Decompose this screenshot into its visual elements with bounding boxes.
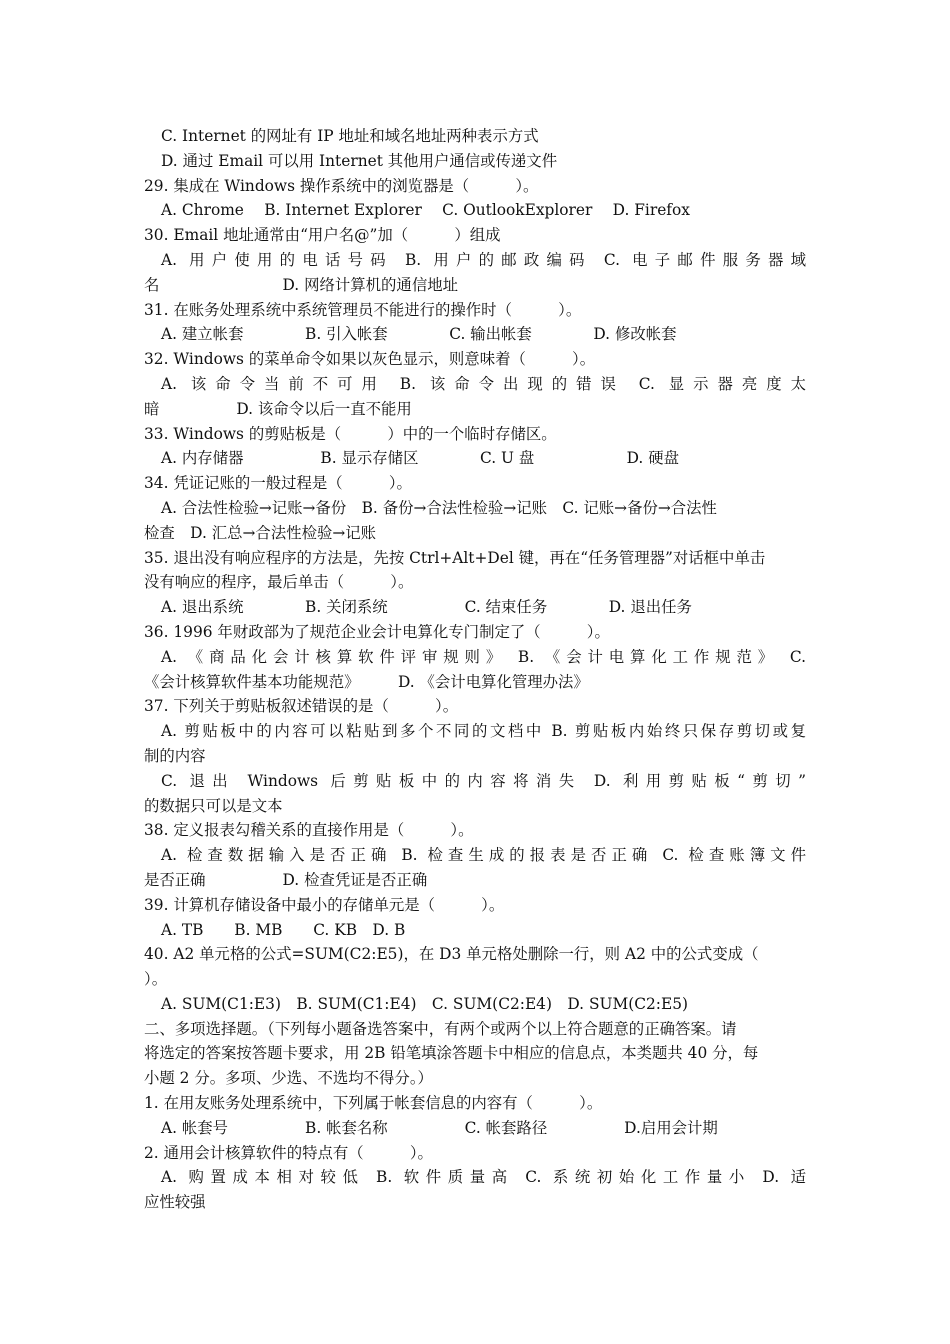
options-40: A. SUM(C1:E3) B. SUM(C1:E4) C. SUM(C2:E4) D. SUM(C2:E5)	[161, 994, 689, 1013]
question-37: 37. 下列关于剪贴板叙述错误的是（ ）。	[144, 697, 459, 716]
options-37: A. 剪贴板中的内容可以粘贴到多个不同的文档中 B. 剪贴板内始终只保存剪切或复	[161, 722, 806, 741]
question-29: 29. 集成在 Windows 操作系统中的浏览器是（ ）。	[144, 176, 539, 195]
options-30: A. 用户使用的电话号码 B. 用户的邮政编码 C. 电子邮件服务器域	[161, 250, 806, 269]
multi-options-1: A. 帐套号 B. 帐套名称 C. 帐套路径 D.启用会计期	[161, 1118, 718, 1137]
question-40: 40. A2 单元格的公式=SUM(C2:E5)，在 D3 单元格处删除一行，则 A2 中的公式变成（	[144, 945, 759, 964]
options-38-cont: 是否正确 D. 检查凭证是否正确	[144, 870, 428, 889]
question-30: 30. Email 地址通常由“用户名@”加（ ）组成	[144, 226, 501, 245]
document-body	[144, 124, 806, 1215]
question-35: 35. 退出没有响应程序的方法是，先按 Ctrl+Alt+Del 键，再在“任务管理器”对话框中单击	[144, 548, 766, 567]
options-38: A. 检查数据输入是否正确 B. 检查生成的报表是否正确 C. 检查账簿文件	[161, 846, 806, 865]
options-36: A. 《商品化会计核算软件评审规则》 B. 《会计电算化工作规范》 C.	[161, 647, 806, 666]
options-33: A. 内存储器 B. 显示存储区 C. U 盘 D. 硬盘	[161, 449, 679, 468]
question-40-cont: ）。	[144, 970, 168, 989]
options-32-cont: 暗 D. 该命令以后一直不能用	[144, 399, 412, 418]
question-31: 31. 在账务处理系统中系统管理员不能进行的操作时（ ）。	[144, 300, 582, 319]
text-line: C. Internet 的网址有 IP 地址和域名地址两种表示方式	[161, 127, 539, 145]
options-31: A. 建立帐套 B. 引入帐套 C. 输出帐套 D. 修改帐套	[161, 325, 677, 344]
question-32: 32. Windows 的菜单命令如果以灰色显示，则意味着（ ）。	[144, 350, 596, 369]
options-37-line2-cont: 的数据只可以是文本	[144, 796, 283, 815]
question-34: 34. 凭证记账的一般过程是（ ）。	[144, 474, 412, 493]
section-heading-cont: 将选定的答案按答题卡要求，用 2B 铅笔填涂答题卡中相应的信息点，本类题共 40 分，每	[144, 1044, 759, 1063]
section-heading-cont: 小题 2 分。多项、少选、不选均不得分。）	[144, 1069, 433, 1088]
question-35-cont: 没有响应的程序，最后单击（ ）。	[144, 573, 414, 592]
options-34: A. 合法性检验→记账→备份 B. 备份→合法性检验→记账 C. 记账→备份→合法性	[161, 498, 717, 517]
text-line: D. 通过 Email 可以用 Internet 其他用户通信或传递文件	[161, 151, 558, 170]
options-34-cont: 检查 D. 汇总→合法性检验→记账	[144, 523, 377, 542]
multi-options-2-cont: 应性较强	[144, 1193, 206, 1212]
options-37-line2: C. 退出 Windows 后剪贴板中的内容将消失 D. 利用剪贴板“剪切”	[161, 771, 806, 790]
multi-question-2: 2. 通用会计核算软件的特点有（ ）。	[144, 1143, 433, 1162]
multi-question-1: 1. 在用友账务处理系统中，下列属于帐套信息的内容有（ ）。	[144, 1094, 603, 1113]
options-36-cont: 《会计核算软件基本功能规范》 D. 《会计电算化管理办法》	[144, 672, 589, 691]
options-32: A. 该命令当前不可用 B. 该命令出现的错误 C. 显示器亮度太	[161, 374, 806, 393]
question-33: 33. Windows 的剪贴板是（ ）中的一个临时存储区。	[144, 424, 557, 443]
options-39: A. TB B. MB C. KB D. B	[161, 920, 406, 939]
question-39: 39. 计算机存储设备中最小的存储单元是（ ）。	[144, 895, 505, 914]
options-29: A. Chrome B. Internet Explorer C. OutlookExplorer D. Firefox	[161, 201, 690, 220]
options-37-cont: 制的内容	[144, 746, 206, 765]
options-30-cont: 名 D. 网络计算机的通信地址	[144, 275, 458, 294]
section-heading: 二、多项选择题。（下列每小题备选答案中，有两个或两个以上符合题意的正确答案。请	[144, 1019, 737, 1038]
question-38: 38. 定义报表勾稽关系的直接作用是（ ）。	[144, 821, 474, 840]
question-36: 36. 1996 年财政部为了规范企业会计电算化专门制定了（ ）。	[144, 622, 610, 641]
options-35: A. 退出系统 B. 关闭系统 C. 结束任务 D. 退出任务	[161, 598, 692, 617]
multi-options-2: A. 购置成本相对较低 B. 软件质量高 C. 系统初始化工作量小 D. 适	[161, 1168, 806, 1187]
